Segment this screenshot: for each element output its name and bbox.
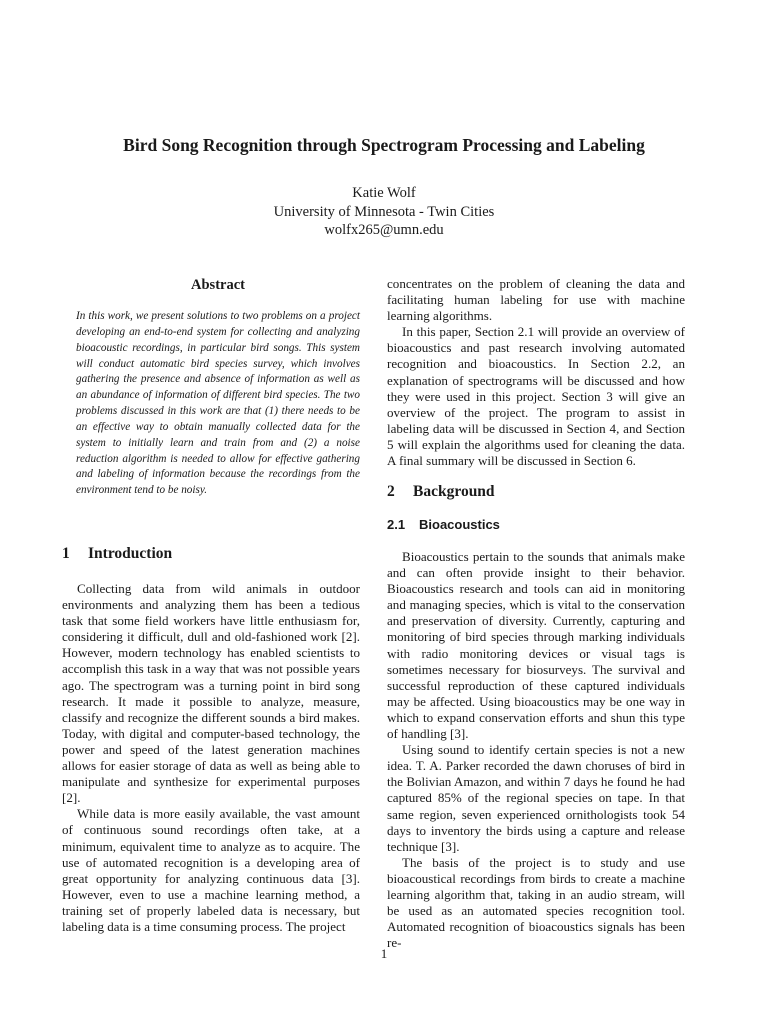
author-name: Katie Wolf [352,185,416,201]
abstract-heading: Abstract [191,277,245,293]
author-email: wolfx265@umn.edu [324,222,444,238]
paper-title: Bird Song Recognition through Spectrogram Processing and Labeling [123,135,645,155]
introduction-paragraph-2: While data is more easily available, the vast amount of continuous sound recordings often take, at a minimum, equivalent time to analyze as to acquire. The use of automated recognition is a developing area of great opportunity for analyzing continuous data [3]. However, even to use a machine learning method, a training set of properly labeled data is necessary, but labeling data is a time consuming process. The project [62,806,360,934]
introduction-paragraph-1: Collecting data from wild animals in outdoor environments and analyzing them has been a tedious task that some field workers have little enthusiasm for, considering it difficult, dull and old-fashioned work [2]. However, modern technology has enabled scientists to accomplish this task in a way that was not possible years ago. The spectrogram was a turning point in bird song research. It made it possible to analyze, measure, classify and recognize the different sounds a bird makes. Today, with digital and computer-based technology, the power and speed of the latest generation machines allows for easier storage of data as well as being able to manipulate and synthesize for experimental purposes [2]. [62,581,360,806]
subsection-title: Bioacoustics [419,517,500,532]
introduction-paragraph-3: In this paper, Section 2.1 will provide an overview of bioacoustics and past research involving automated recognition and bioacoustics. In Section 2.2, an explanation of spectrograms will be discussed and how they were used in this project. Section 3 will give an overview of the project. The program to assist in labeling data will be discussed in Section 4, and Section 5 will explain the algorithms used for cleaning the data. A final summary will be discussed in Section 6. [387,324,685,469]
author-block [0,184,768,240]
subsection-number: 2.1 [387,517,406,532]
section-heading-background [387,482,495,502]
subsection-heading-bioacoustics [387,516,500,534]
page-number: 1 [380,946,388,961]
section-heading-introduction [62,544,172,564]
bioacoustics-paragraph-1: Bioacoustics pertain to the sounds that animals make and can often provide insight to their behavior. Bioacoustics research and tools can aid in monitoring and managing species, which is vital to the conservation and preservation of diversity. Currently, capturing and monitoring of bird species through marking individuals with radio monitoring devices or visual tags is sometimes necessary for biosurveys. The survival and successful reproduction of these captured individuals may be affected. Using bioacoustics may be one way in which to expand conservation efforts and shun this type of handling [3]. [387,549,685,742]
section-title: Background [413,483,495,500]
introduction-continued [387,276,685,469]
section-title: Introduction [88,545,173,562]
bioacoustics-body [387,549,685,951]
section-number: 1 [62,545,70,562]
abstract-text: In this work, we present solutions to two problems on a project developing an end-to-end system for collecting and analyzing bioacoustic recordings, in particular bird songs. This system will conduct automatic bird species survey, which involves gathering the presence and absence of information as well as an abundance of information of different bird species. The two problems discussed in this work are that (1) there needs to be an effective way to obtain manually collected data for the system to initially learn and train from and (2) a noise reduction algorithm is needed to allow for effective gathering and labeling of information because the recordings from the environment tend to be noisy. [76,310,360,497]
bioacoustics-paragraph-2: Using sound to identify certain species is not a new idea. T. A. Parker recorded the dawn choruses of bird in the Bolivian Amazon, and within 7 days he found he had captured 85% of the regional species on tape. In that same region, seven experienced ornithologists took 54 days to inventory the birds using a capture and release technique [3]. [387,742,685,854]
bioacoustics-paragraph-3: The basis of the project is to study and use bioacoustical recordings from birds to create a machine learning algorithm that, taking in an audio stream, will be used as an automated species recognition tool. Automated recognition of bioacoustics signals has been re- [387,854,685,951]
introduction-body [62,581,360,935]
author-affiliation: University of Minnesota - Twin Cities [273,203,495,220]
introduction-paragraph-continued: concentrates on the problem of cleaning the data and facilitating human labeling for use with machine learning algorithms. [387,276,685,324]
section-number: 2 [387,483,395,500]
